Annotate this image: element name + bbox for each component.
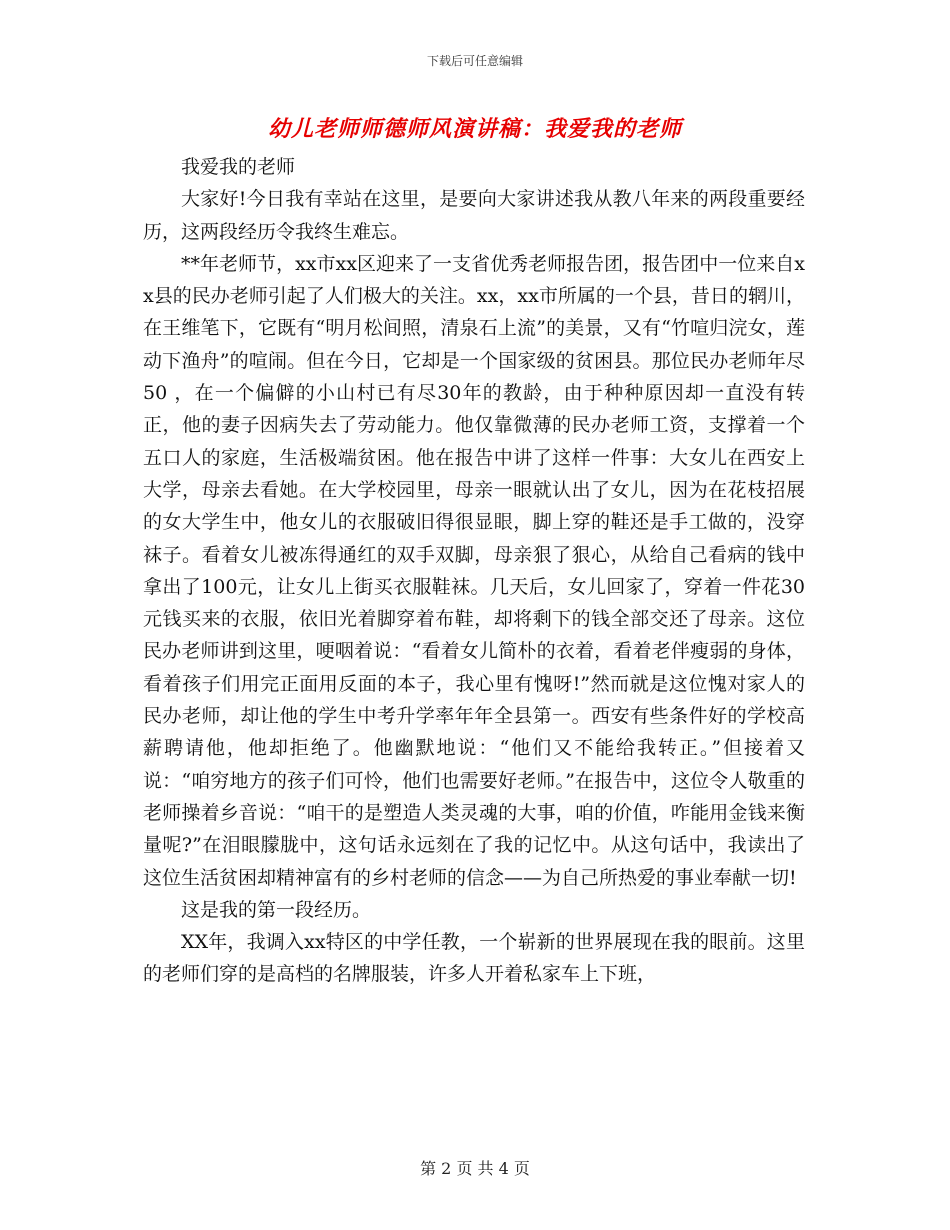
paragraph: **年老师节，xx市xx区迎来了一支省优秀老师报告团，报告团中一位来自xx县的民办老师引起了人们极大的关注。xx，xx市所属的一个县，昔日的辋川，在王维笔下，它既有“明月松间照，清泉石上流”的美景，又有“竹喧归浣女，莲动下渔舟”的喧闹。但在今日，它却是一个国家级的贫困县。那位民办老师年尽50 ，在一个偏僻的小山村已有尽30年的教龄，由于种种原因却一直没有转正，他的妻子因病失去了劳动能力。他仅靠微薄的民办老师工资，支撑着一个五口人的家庭，生活极端贫困。他在报告中讲了这样一件事：大女儿在西安上大学，母亲去看她。在大学校园里，母亲一眼就认出了女儿，因为在花枝招展的女大学生中，他女儿的衣服破旧得很显眼，脚上穿的鞋还是手工做的，没穿袜子。看着女儿被冻得通红的双手双脚，母亲狠了狠心，从给自己看病的钱中拿出了100元，让女儿上街买衣服鞋袜。几天后，女儿回家了，穿着一件花30元钱买来的衣服，依旧光着脚穿着布鞋，却将剩下的钱全部交还了母亲。这位民办老师讲到这里，哽咽着说：“看着女儿简朴的衣着，看着老伴瘦弱的身体，看着孩子们用完正面用反面的本子，我心里有愧呀!”然而就是这位愧对家人的民办老师，却让他的学生中考升学率年年全县第一。西安有些条件好的学校高薪聘请他，他却拒绝了。他幽默地说：“他们又不能给我转正。”但接着又说：“咱穷地方的孩子们可怜，他们也需要好老师。”在报告中，这位令人敬重的老师操着乡音说：“咱干的是塑造人类灵魂的大事，咱的价值，咋能用金钱来衡量呢?”在泪眼朦胧中，这句话永远刻在了我的记忆中。从这句话中，我读出了这位生活贫困却精神富有的乡村老师的信念——为自己所热爱的事业奉献一切! xyxy=(143,252,805,889)
page-number-footer: 第 2 页 共 4 页 xyxy=(420,1159,530,1178)
paragraph: 这是我的第一段经历。 xyxy=(181,898,372,921)
document-title: 幼儿老师师德师风演讲稿：我爱我的老师 xyxy=(267,117,682,142)
page-header-note: 下载后可任意编辑 xyxy=(426,54,523,68)
paragraph: 大家好!今日我有幸站在这里，是要向大家讲述我从教八年来的两段重要经历，这两段经历令我终生难忘。 xyxy=(143,188,805,243)
paragraph: XX年，我调入xx特区的中学任教，一个崭新的世界展现在我的眼前。这里的老师们穿的是高档的名牌服装，许多人开着私家车上下班， xyxy=(143,931,805,986)
paragraph-heading: 我爱我的老师 xyxy=(181,156,296,178)
document-body xyxy=(143,151,805,991)
